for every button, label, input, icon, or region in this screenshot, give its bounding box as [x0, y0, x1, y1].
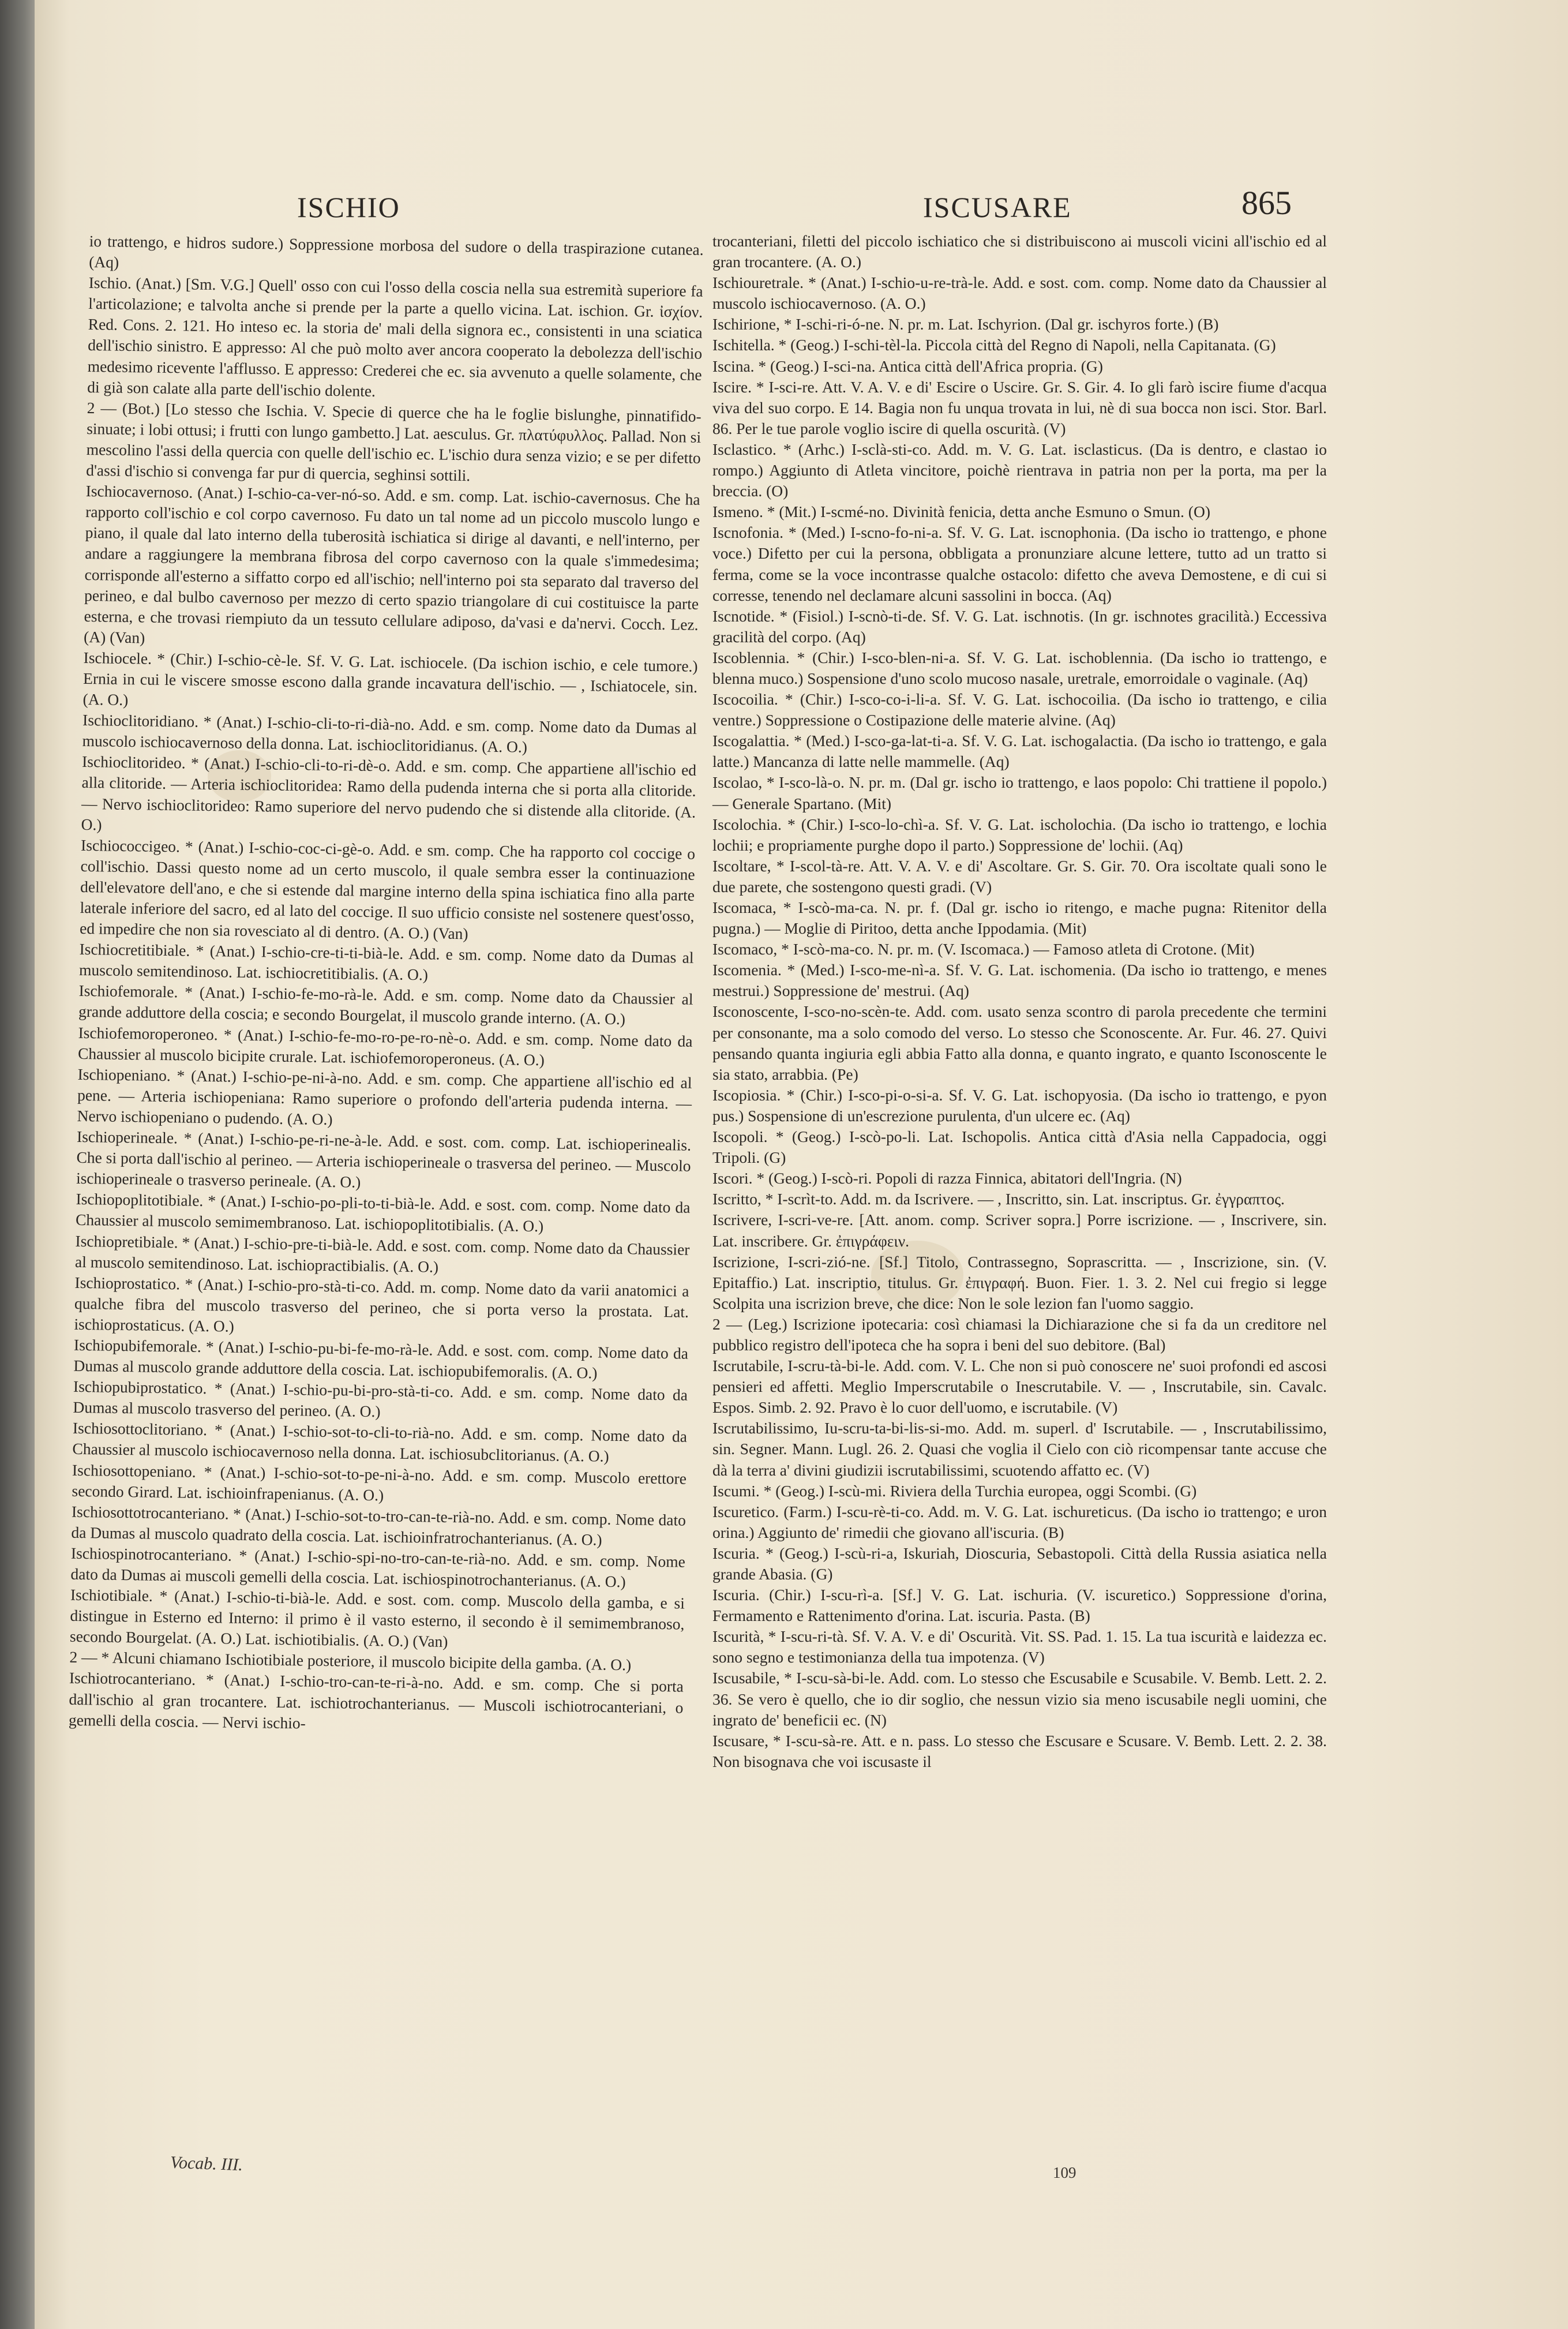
- dictionary-entry: Iscopoli. * (Geog.) I-scò-po-li. Lat. Ischopolis. Antica città d'Asia nella Cappadocia, oggi Tripoli. (G): [712, 1128, 1327, 1167]
- dictionary-entry: Ischioclitorideo. * (Anat.) I-schio-cli-to-ri-dè-o. Add. e sm. comp. Che appartiene all'ischio ed alla clitoride. — Arteria ischioclitoridea: Ramo della pudenda interna che si porta alla clitoride. — Nervo ischioclitorideo: Ramo superiore del nervo pudendo che si distende alla clitoride. (A. O.): [81, 752, 697, 834]
- dictionary-entry: Iscnofonia. * (Med.) I-scno-fo-ni-a. Sf. V. G. Lat. iscnophonia. (Da ischo io trattengo, e phone voce.) Difetto per cui la persona, obbligata a pronunziare alcune lettere, tutto ad un tratto si ferma, come se la voce incontrasse qualche ostacolo: difetto che aveva Demostene, e di cui si corresse, tenendo nel declamare alcuni sassolini in bocca. (Aq): [712, 523, 1327, 604]
- dictionary-entry: Ischiotibiale. * (Anat.) I-schio-ti-bià-le. Add. e sost. com. comp. Muscolo della gamba, e si distingue in Esterno ed Interno: il primo è il vasto esterno, il secondo è il semimembranoso, secondo Bourgelat. (A. O.) Lat. ischiotibialis. (A. O.) (Van): [69, 1585, 685, 1651]
- dictionary-entry: Iscrizione, I-scri-zió-ne. [Sf.] Titolo, Contrassegno, Soprascritta. — , Inscrizione, sin. (V. Epitaffio.) Lat. inscriptio, titulus. Gr. ἐπιγραφή. Buon. Fier. 1. 3. 2. Nel cui fregio si legge Scolpita una iscrizion breve, che dice: Non le sole lezion fan l'uomo saggio.: [712, 1252, 1327, 1312]
- dictionary-entry: Iscumi. * (Geog.) I-scù-mi. Riviera della Turchia europea, oggi Scombi. (G): [712, 1481, 1197, 1500]
- dictionary-entry: io trattengo, e hidros sudore.) Soppressione morbosa del sudore o della traspirazione cutanea. (Aq): [89, 231, 704, 271]
- dictionary-entry: 2 — (Leg.) Iscrizione ipotecaria: così chiamasi la Dichiarazione che si fa da un creditore nel pubblico registro dell'ipoteca che ha sopra i beni del suo debitore. (Bal): [712, 1315, 1327, 1354]
- dictionary-entry: Ischiocele. * (Chir.) I-schio-cè-le. Sf. V. G. Lat. ischiocele. (Da ischion ischio, e cele tumore.) Ernia in cui le viscere smosse escono dalla grande incavatura dell'ischio. — , Ischiatocele, sin. (A. O.): [82, 648, 698, 709]
- dictionary-entry: Iscire. * I-sci-re. Att. V. A. V. e di' Escire o Uscire. Gr. S. Gir. 4. Io gli farò iscire fiume d'acqua viva del suo corpo. E 14. Bagia non fu unqua trovata in lui, nè di sua bocca non isci. Stor. Barl. 86. Per le tue parole voglio iscire di quella oscurità. (V): [712, 377, 1327, 437]
- dictionary-entry: Ischiosottotrocanteriano. * (Anat.) I-schio-sot-to-tro-can-te-rià-no. Add. e sm. comp. Nome dato da Dumas al muscolo quadrato della coscia. Lat. ischioinfratrochanterianus. (A. O.): [71, 1502, 687, 1549]
- dictionary-entry: Ischiocavernoso. (Anat.) I-schio-ca-ver-nó-so. Add. e sm. comp. Lat. ischio-cavernosus. Che ha rapporto coll'ischio e col corpo cavernoso. Fu dato un tal nome ad un piccolo muscolo lungo e piano, il quale dal lato interno della tuberosità ischiatica si dirige al davanti, e nell'interno, per andare a raggiungere la membrana fibrosa del corpo cavernoso con la quale s'immedesima; corrisponde all'esterno a siffatto corpo ed all'ischio; nell'interno poi sta separato dal traverso del perineo, e dal bulbo cavernoso per mezzo di certo spazio triangolare di cui costituisce la parte esterna, e che trovasi riempiuto da un tessuto cellulare adiposo, da'vasi e da'nervi. Cocch. Lez. (A) (Van): [83, 482, 700, 647]
- dictionary-entry: Iscina. * (Geog.) I-sci-na. Antica città dell'Africa propria. (G): [712, 357, 1103, 375]
- dictionary-entry: Iscopiosia. * (Chir.) I-sco-pi-o-si-a. Sf. V. G. Lat. ischopyosia. (Da ischo io trattengo, e pyon pus.) Sospensione di un'escrezione purulenta, d'un ulcere ec. (Aq): [712, 1085, 1327, 1125]
- signature-mark: 109: [1053, 2164, 1076, 2181]
- dictionary-entry: 2 — * Alcuni chiamano Ischiotibiale posteriore, il muscolo bicipite della gamba. (A. O.): [69, 1648, 632, 1674]
- dictionary-entry: Iscritto, * I-scrìt-to. Add. m. da Iscrivere. — , Inscritto, sin. Lat. inscriptus. Gr. ἐγγραπτος.: [712, 1190, 1285, 1208]
- dictionary-entry: Iscuria. (Chir.) I-scu-rì-a. [Sf.] V. G. Lat. ischuria. (V. iscuretico.) Soppressione d'orina, Fermamento e Rattenimento d'orina. Lat. iscuria. Pasta. (B): [712, 1586, 1327, 1625]
- dictionary-entry: Ischiosottoclitoriano. * (Anat.) I-schio-sot-to-cli-to-rià-no. Add. e sm. comp. Nome dato da Chaussier al muscolo ischiocavernoso nella donna. Lat. ischiosubclitorianus. (A. O.): [72, 1419, 688, 1466]
- dictionary-entry: Ischiofemorale. * (Anat.) I-schio-fe-mo-rà-le. Add. e sm. comp. Nome dato da Chaussier al grande adduttore della coscia; e secondo Bourgelat, il muscolo grande interno. (A. O.): [78, 982, 693, 1028]
- left-column: [69, 231, 704, 1739]
- dictionary-entry: Iscomaco, * I-scò-ma-co. N. pr. m. (V. Iscomaca.) — Famoso atleta di Crotone. (Mit): [712, 940, 1255, 958]
- dictionary-entry: Ischiococcigeo. * (Anat.) I-schio-coc-ci-gè-o. Add. e sm. comp. Che ha rapporto col coccige o coll'ischio. Dassi questo nome ad un certo muscolo, il quale sembra esser la continuazione dell'elevatore dell'ano, e che si estende dal margine interno della spina ischiatica fino alla parte laterale inferiore del sacro, ed al lato del coccige. Il suo ufficio consiste nel sostenere quest'osso, ed impedire che non sia rovesciato al di dentro. (A. O.) (Van): [79, 836, 696, 943]
- dictionary-entry: Iscuretico. (Farm.) I-scu-rè-ti-co. Add. m. V. G. Lat. ischureticus. (Da ischo io trattengo; e uron orina.) Aggiunto de' rimedii che giovano all'iscuria. (B): [712, 1502, 1327, 1541]
- dictionary-entry: Iscrivere, I-scri-ve-re. [Att. anom. comp. Scriver sopra.] Porre iscrizione. — , Inscrivere, sin. Lat. inscribere. Gr. ἐπιγράφειν.: [712, 1211, 1327, 1250]
- dictionary-entry: Iscusare, * I-scu-sà-re. Att. e n. pass. Lo stesso che Escusare e Scusare. V. Bemb. Lett. 2. 2. 38. Non bisognava che voi iscusaste il: [712, 1731, 1327, 1770]
- dictionary-entry: Ischioclitoridiano. * (Anat.) I-schio-cli-to-ri-dià-no. Add. e sm. comp. Nome dato da Dumas al muscolo ischiocavernoso della donna. Lat. ischioclitoridianus. (A. O.): [82, 711, 697, 756]
- dictionary-entry: Ischioprostatico. * (Anat.) I-schio-pro-stà-ti-co. Add. m. comp. Nome dato da varii anatomici a qualche fibra del muscolo trasverso del perineo, che si porta verso la prostata. Lat. ischioprostaticus. (A. O.): [74, 1273, 689, 1335]
- dictionary-entry: Iscoltare, * I-scol-tà-re. Att. V. A. V. e di' Ascoltare. Gr. S. Gir. 70. Ora iscoltate quali sono le due parete, che sostengono questi gradi. (V): [712, 856, 1327, 896]
- dictionary-entry: Ischiouretrale. * (Anat.) I-schio-u-re-trà-le. Add. e sost. com. comp. Nome dato da Chaussier al muscolo ischiocavernoso. (A. O.): [712, 274, 1327, 313]
- dictionary-entry: Iscrutabilissimo, Iu-scru-ta-bi-lis-si-mo. Add. m. superl. d' Iscrutabile. — , Inscrutabilissimo, sin. Segner. Mann. Lugl. 26. 2. Quasi che voglia il Cielo con ciò ricompensar tante accuse che dà la terra a' divini giudizii iscrutabilissimi, scuotendo affatto ec. (V): [712, 1419, 1327, 1479]
- dictionary-entry: Iscomaca, * I-scò-ma-ca. N. pr. f. (Dal gr. ischo io ritengo, e mache pugna: Ritenitor della pugna.) — Moglie di Piritoo, detta anche Ippodamia. (Mit): [712, 898, 1327, 938]
- dictionary-entry: Ischiopeniano. * (Anat.) I-schio-pe-ni-à-no. Add. e sm. comp. Che appartiene all'ischio ed al pene. — Arteria ischiopeniana: Ramo superiore o profondo dell'arteria pudenda interna. — Nervo ischiopeniano o pudendo. (A. O.): [77, 1065, 692, 1128]
- dictionary-entry: Ischiocretitibiale. * (Anat.) I-schio-cre-ti-ti-bià-le. Add. e sm. comp. Nome dato da Dumas al muscolo semitendinoso. Lat. ischiocretitibialis. (A. O.): [78, 940, 694, 984]
- dictionary-entry: Iscolochia. * (Chir.) I-sco-lo-chì-a. Sf. V. G. Lat. ischolochia. (Da ischo io trattengo, e lochia lochii; e propriamente purghe dopo il parto.) Soppressione de' lochii. (Aq): [712, 815, 1327, 854]
- dictionary-entry: Ischiotrocanteriano. * (Anat.) I-schio-tro-can-te-ri-à-no. Add. e sm. comp. Che si porta dall'ischio al gran trocantere. Lat. ischiotrochanterianus. — Muscoli ischiotrocanteriani, o gemelli della coscia. — Nervi ischio-: [68, 1669, 684, 1732]
- dictionary-entry: Iscocoilia. * (Chir.) I-sco-co-i-li-a. Sf. V. G. Lat. ischocoilia. (Da ischo io trattengo, e cilia ventre.) Soppressione o Costipazione delle materie alvine. (Aq): [712, 690, 1327, 729]
- dictionary-entry: Ischiospinotrocanteriano. * (Anat.) I-schio-spi-no-tro-can-te-rià-no. Add. e sm. comp. Nome dato da Dumas ai muscoli gemelli della coscia. Lat. ischiospinotrochanterianus. (A. O.): [70, 1544, 686, 1591]
- page-number: 865: [1241, 184, 1292, 222]
- dictionary-entry: Isconoscente, I-sco-no-scèn-te. Add. com. usato senza scontro di parola precedente che termini per consonante, ma a solo comodo del verso. Lo stesso che Sconoscente. Ar. Fur. 46. 27. Quivi pensando quanta ingiuria egli abbia Fatto alla donna, e quanto ingrato, e quanto Isconoscente le sia stato, arrabbia. (Pe): [712, 1002, 1327, 1083]
- dictionary-entry: Ischiopubifemorale. * (Anat.) I-schio-pu-bi-fe-mo-rà-le. Add. e sost. com. comp. Nome dato da Dumas al muscolo grande adduttore della coscia. Lat. ischiopubifemoralis. (A. O.): [73, 1335, 689, 1382]
- book-spine: [0, 0, 35, 2329]
- right-column: [712, 231, 1327, 1772]
- running-head-left: ISCHIO: [297, 191, 400, 223]
- dictionary-entry: Ismeno. * (Mit.) I-scmé-no. Divinità fenicia, detta anche Esmuno o Smun. (O): [712, 503, 1210, 521]
- dictionary-entry: Iscurità, * I-scu-ri-tà. Sf. V. A. V. e di' Oscurità. Vit. SS. Pad. 1. 15. La tua iscurità e laidezza ec. sono segno e testimonianza della tua impotenza. (V): [712, 1627, 1327, 1667]
- dictionary-entry: Iscuria. * (Geog.) I-scù-ri-a, Iskuriah, Dioscuria, Sebastopoli. Città della Russia asiatica nella grande Abasia. (G): [712, 1544, 1327, 1583]
- dictionary-entry: Ischiosottopeniano. * (Anat.) I-schio-sot-to-pe-ni-à-no. Add. e sm. comp. Muscolo erettore secondo Girard. Lat. ischioinfrapenianus. (A. O.): [72, 1461, 687, 1504]
- dictionary-entry: Iscoblennia. * (Chir.) I-sco-blen-ni-a. Sf. V. G. Lat. ischoblennia. (Da ischo io trattengo, e blenna muco.) Sospensione d'uno scolo mucoso nasale, uretrale, emorroidale o vaginale. (Aq): [712, 648, 1327, 687]
- dictionary-entry: Isclastico. * (Arhc.) I-sclà-sti-co. Add. m. V. G. Lat. isclasticus. (Da is dentro, e clastao io rompo.) Aggiunto di Atleta vincitore, poichè rientrava in patria non per la porta, ma per la breccia. (O): [712, 440, 1327, 500]
- dictionary-entry: Iscnotide. * (Fisiol.) I-scnò-ti-de. Sf. V. G. Lat. ischnotis. (In gr. ischnotes gracilità.) Eccessiva gracilità del corpo. (Aq): [712, 606, 1327, 646]
- dictionary-entry: Ischiopoplitotibiale. * (Anat.) I-schio-po-pli-to-ti-bià-le. Add. e sost. com. comp. Nome dato da Chaussier al muscolo semimembranoso. Lat. ischiopoplitotibialis. (A. O.): [75, 1190, 691, 1235]
- dictionary-entry: Ischirione, * I-schi-ri-ó-ne. N. pr. m. Lat. Ischyrion. (Dal gr. ischyros forte.) (B): [712, 315, 1219, 334]
- dictionary-entry: Iscogalattia. * (Med.) I-sco-ga-lat-ti-a. Sf. V. G. Lat. ischogalactia. (Da ischo io trattengo, e gala latte.) Mancanza di latte nelle mammelle. (Aq): [712, 732, 1327, 771]
- dictionary-entry: Ischio. (Anat.) [Sm. V.G.] Quell' osso con cui l'osso della coscia nella sua estremità superiore fa l'articolazione; e talvolta anche si prende per la parte a quello vicina. Lat. ischion. Gr. ἰσχίον. Red. Cons. 2. 121. Ho inteso ec. la storia de' mali della signora ec., consistenti in una sciatica dell'ischio sinistro. E appresso: Al che può molto aver ancora cooperato la debolezza dell'ischio medesimo ricevente l'afflusso. E appresso: Crederei che ec. sia avvenuto a quelle solamente, che di già son calate alla parte dell'ischio dolente.: [87, 274, 703, 400]
- dictionary-entry: Ischioperineale. * (Anat.) I-schio-pe-ri-ne-à-le. Add. e sost. com. comp. Lat. ischioperinealis. Che si porta dall'ischio al perineo. — Arteria ischioperineale o trasversa del perineo. — Muscolo ischioperineale o trasverso perineale. (A. O.): [76, 1127, 692, 1191]
- dictionary-entry: Iscomenia. * (Med.) I-sco-me-nì-a. Sf. V. G. Lat. ischomenia. (Da ischo io trattengo, e menes mestrui.) Soppressione de' mestrui. (Aq): [712, 961, 1327, 1000]
- dictionary-entry: Ischiofemoroperoneo. * (Anat.) I-schio-fe-mo-ro-pe-ro-nè-o. Add. e sm. comp. Nome dato da Chaussier al muscolo bicipite crurale. Lat. ischiofemoroperoneus. (A. O.): [77, 1023, 693, 1069]
- dictionary-entry: Ischiopretibiale. * (Anat.) I-schio-pre-ti-bià-le. Add. e sost. com. comp. Nome dato da Chaussier al muscolo semitendinoso. Lat. ischiopractibialis. (A. O.): [74, 1231, 690, 1276]
- dictionary-entry: Ischitella. * (Geog.) I-schi-tèl-la. Piccola città del Regno di Napoli, nella Capitanata. (G): [712, 336, 1276, 354]
- dictionary-entry: Iscusabile, * I-scu-sà-bi-le. Add. com. Lo stesso che Escusabile e Scusabile. V. Bemb. Lett. 2. 2. 36. Se vero è quello, che io dir soglio, che nessun vizio sia meno iscusabile negli uomini, che ingrato de' beneficii ec. (N): [712, 1669, 1327, 1729]
- running-head-right: ISCUSARE: [923, 191, 1072, 223]
- volume-note: Vocab. III.: [170, 2152, 243, 2175]
- dictionary-entry: Iscolao, * I-sco-là-o. N. pr. m. (Dal gr. ischo io trattengo, e laos popolo: Chi trattiene il popolo.) — Generale Spartano. (Mit): [712, 773, 1327, 812]
- dictionary-entry: Iscrutabile, I-scru-tà-bi-le. Add. com. V. L. Che non si può conoscere ne' suoi profondi ed ascosi pensieri ed affetti. Meglio Imperscrutabile o Inescrutabile. V. — , Inscrutabile, sin. Cavalc. Espos. Simb. 2. 92. Pravo è lo cuor dell'uomo, e iscrutabile. (V): [712, 1357, 1327, 1417]
- dictionary-entry: Iscori. * (Geog.) I-scò-ri. Popoli di razza Finnica, abitatori dell'Ingria. (N): [712, 1169, 1182, 1188]
- dictionary-page: [35, 0, 1568, 2329]
- dictionary-entry: Ischiopubiprostatico. * (Anat.) I-schio-pu-bi-pro-stà-ti-co. Add. e sm. comp. Nome dato da Dumas al muscolo trasverso del perineo. (A. O.): [73, 1377, 688, 1421]
- dictionary-entry: trocanteriani, filetti del piccolo ischiatico che si distribuiscono ai muscoli vicini all'ischio ed al gran trocantere. (A. O.): [712, 232, 1327, 271]
- dictionary-entry: 2 — (Bot.) [Lo stesso che Ischia. V. Specie di querce che ha le foglie bislunghe, pinnatifido-sinuate; i lobi ottusi; i frutti con lungo gambetto.] Lat. aesculus. Gr. πλατύφυλλος. Pallad. Non si mescolino l'assi della quercia con quelle dell'ischio ec. L'ischio dura senza vizio; e se per difetto d'assi d'ischio si convenga far pur di quercia, seghinsi sottili.: [85, 398, 702, 485]
